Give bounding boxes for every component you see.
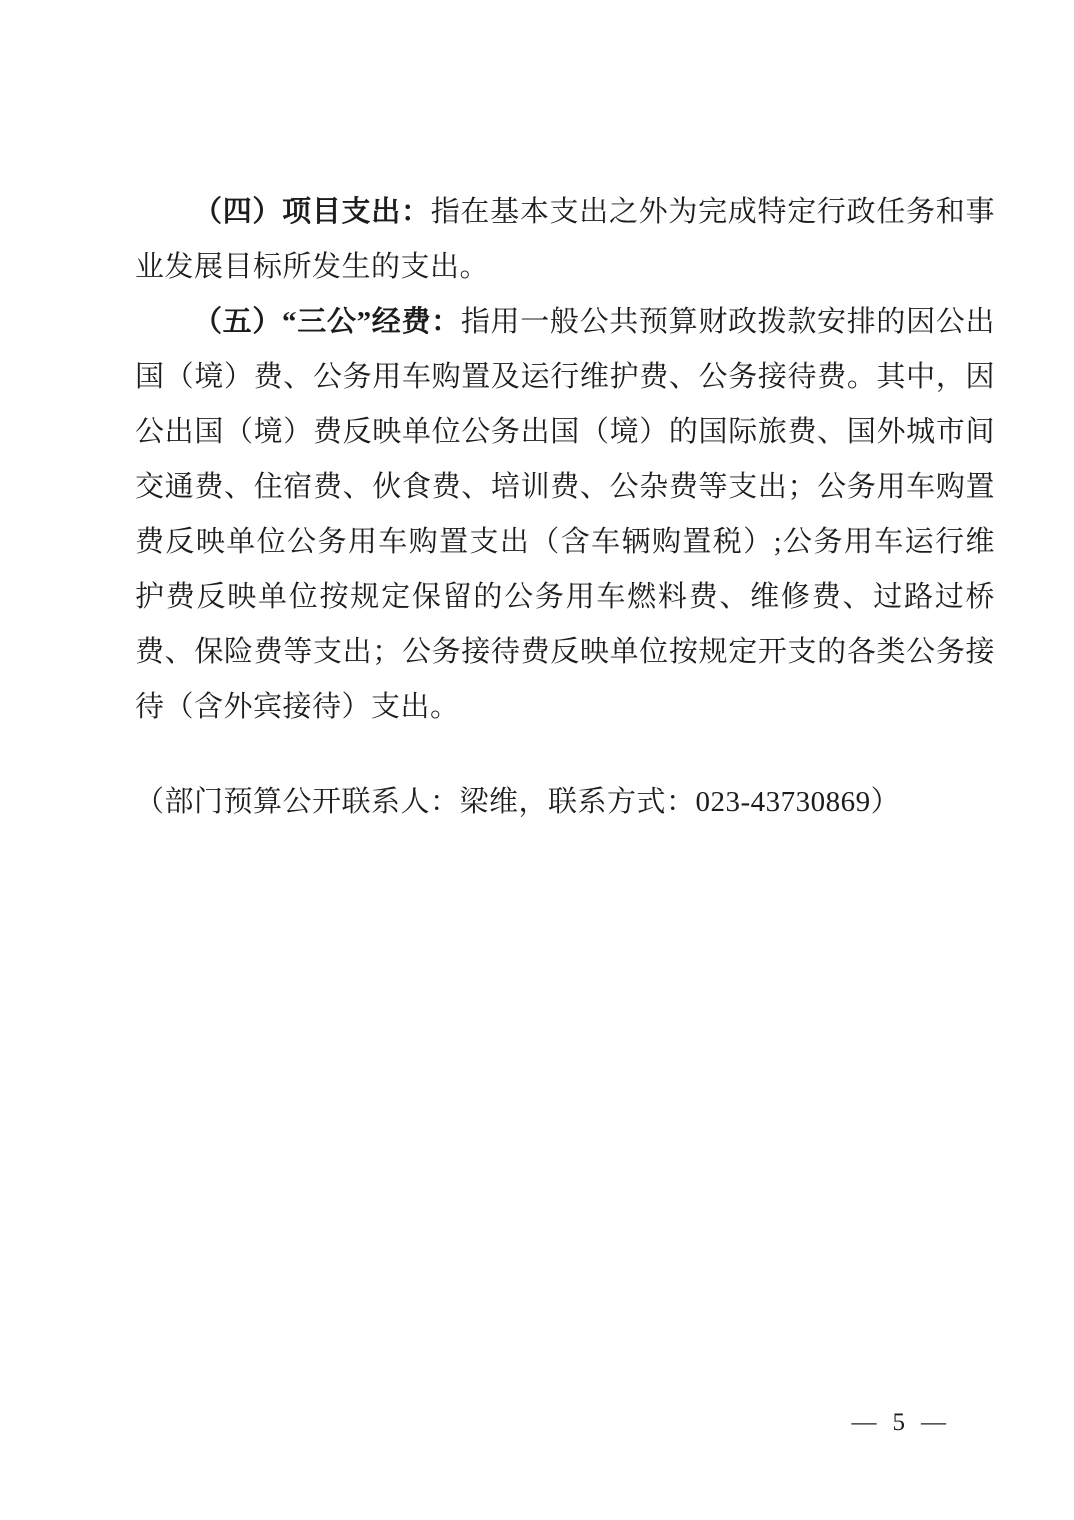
paragraph-text-project-expenditure: 指在基本支出之外为完成特定行政任务和事业发展目标所发生的支出。: [135, 196, 995, 283]
page-number: 5: [892, 1409, 905, 1436]
paragraph-text-three-public-funds: 指用一般公共预算财政拨款安排的因公出国（境）费、公务用车购置及运行维护费、公务接待费。其中，因公出国（境）费反映单位公务出国（境）的国际旅费、国外城市间交通费、住宿费、伙食费、培训费、公杂费等支出；公务用车购置费反映单位公务用车购置支出（含车辆购置税）;公务用车运行维护费反映单位按规定保留的公务用车燃料费、维修费、过路过桥费、保险费等支出；公务接待费反映单位按规定开支的各类公务接待（含外宾接待）支出。: [135, 306, 995, 723]
paragraph-three-public-funds: [135, 295, 995, 735]
page-footer: [852, 1406, 947, 1440]
paragraph-lead-three-public-funds: （五）“三公”经费：: [193, 306, 461, 338]
contact-note: （部门预算公开联系人：梁维，联系方式：023-43730869）: [135, 786, 901, 818]
paragraph-lead-project-expenditure: （四）项目支出：: [193, 196, 431, 228]
paragraph-basic-project-expenditure: [135, 185, 995, 295]
document-body: [135, 185, 995, 830]
footer-dash-left: —: [851, 1409, 877, 1436]
footer-dash-right: —: [921, 1409, 946, 1436]
